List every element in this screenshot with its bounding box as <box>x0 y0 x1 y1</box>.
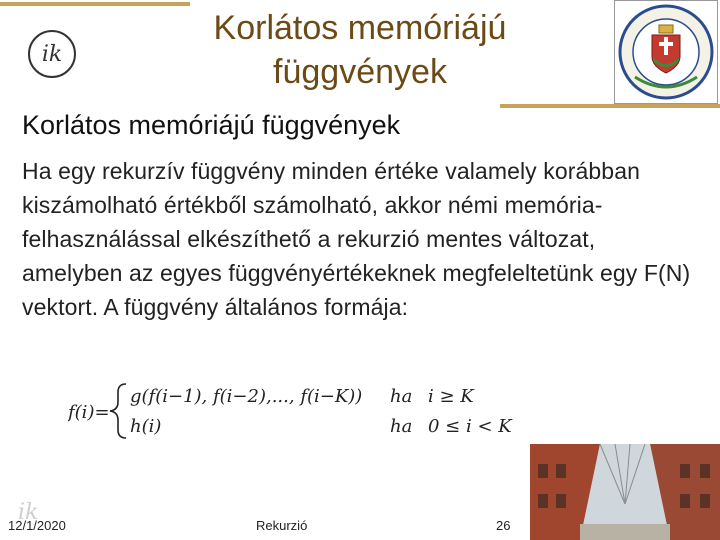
formula-lhs: f(i)= <box>68 402 110 423</box>
footer-date: 12/1/2020 <box>8 518 66 533</box>
recurrence-formula <box>68 376 518 446</box>
section-heading: Korlátos memóriájú függvények <box>22 110 401 140</box>
formula-case2: h(i) <box>130 416 162 437</box>
body-paragraph: Ha egy rekurzív függvény minden értéke valamely korábban kiszámolható értékből számolható, akkor némi memória-felhasználással elkészíthető a rekurzió mentes változat, amelyben az egyes függvényértékeknek megfeleltetünk egy F(N) vektort. A függvény általános formája: <box>22 158 691 320</box>
slide-title-line1: Korlátos memóriájú <box>213 9 507 47</box>
slide-title <box>150 6 570 94</box>
formula-cond1: i ≥ K <box>428 386 474 407</box>
seal-emblem-icon <box>615 1 717 103</box>
formula-case1: g(f(i−1), f(i−2),..., f(i−K)) <box>130 386 363 407</box>
university-seal <box>614 0 718 104</box>
formula-ha-2: ha <box>390 416 413 437</box>
footer-watermark-logo: ik <box>18 500 39 525</box>
formula-ha-1: ha <box>390 386 413 407</box>
slide-title-line2: függvények <box>273 53 447 91</box>
formula-brace <box>110 384 126 438</box>
building-photo <box>530 444 720 540</box>
footer-page-number: 26 <box>496 518 511 533</box>
formula-cond2: 0 ≤ i < K <box>428 416 512 437</box>
footer-topic: Rekurzió <box>256 518 308 533</box>
faculty-logo <box>28 30 76 78</box>
faculty-logo-text: ik <box>41 41 63 67</box>
